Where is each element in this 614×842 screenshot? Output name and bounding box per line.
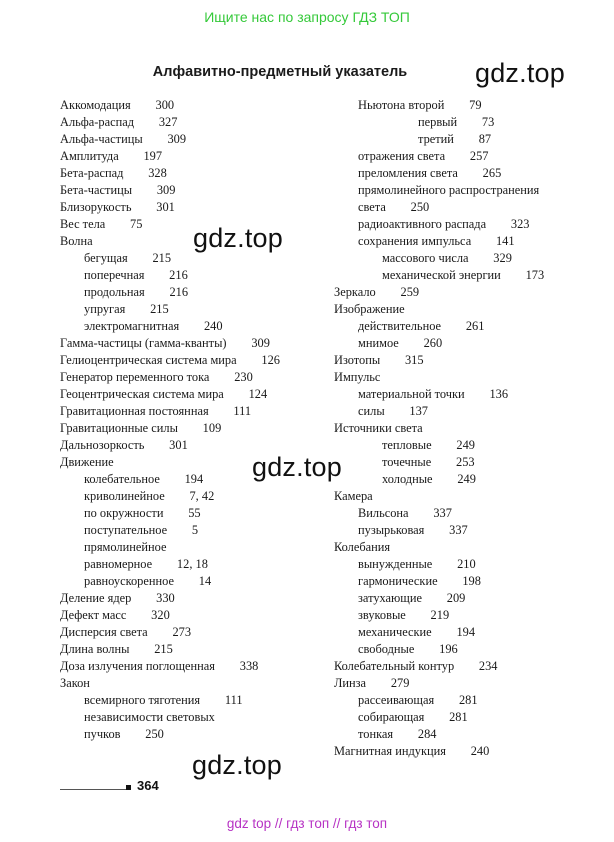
index-entry: Движение	[60, 455, 114, 469]
index-entry: Генератор переменного тока 230	[60, 370, 253, 384]
index-entry: упругая 215	[84, 302, 169, 316]
index-entry: Альфа-распад 327	[60, 115, 178, 129]
index-entry: бегущая 215	[84, 251, 172, 265]
index-entry: холодные 249	[382, 472, 476, 486]
index-entry: Близорукость 301	[60, 200, 175, 214]
index-entry: прямолинейное	[84, 540, 167, 554]
index-entry: по окружности 55	[84, 506, 201, 520]
index-entry: Дальнозоркость 301	[60, 438, 188, 452]
index-entry: Альфа-частицы 309	[60, 132, 187, 146]
top-banner-text: Ищите нас по запросу ГДЗ ТОП	[204, 9, 410, 25]
index-entry: Амплитуда 197	[60, 149, 163, 163]
watermark-text: gdz.top	[192, 750, 282, 780]
index-column-left	[60, 97, 330, 743]
index-entry: криволинейное 7, 42	[84, 489, 215, 503]
index-entry: первый 73	[418, 115, 495, 129]
index-entry: Бета-распад 328	[60, 166, 167, 180]
watermark-text: gdz.top	[475, 58, 565, 88]
index-entry: Ньютона второй 79	[358, 98, 482, 112]
index-entry: Длина волны 215	[60, 642, 173, 656]
index-entry: сохранения импульса 141	[358, 234, 515, 248]
watermark-text: gdz.top	[252, 452, 342, 482]
index-entry: пучков 250	[84, 727, 164, 741]
index-entry: Гамма-частицы (гамма-кванты) 309	[60, 336, 270, 350]
index-entry: Волна	[60, 234, 93, 248]
index-entry: Дефект масс 320	[60, 608, 170, 622]
footer-rule	[60, 789, 126, 790]
index-entry: массового числа 329	[382, 251, 512, 265]
index-entry: вынужденные 210	[358, 557, 476, 571]
index-entry: силы 137	[358, 404, 429, 418]
index-entry: гармонические 198	[358, 574, 481, 588]
index-entry: Колебательный контур 234	[334, 659, 498, 673]
page-number: 364	[137, 778, 159, 793]
index-entry: Дисперсия света 273	[60, 625, 192, 639]
index-entry: равноускоренное 14	[84, 574, 212, 588]
index-entry: независимости световых	[84, 710, 215, 724]
index-entry: механической энергии 173	[382, 268, 545, 282]
watermark-text: gdz.top	[193, 223, 283, 253]
index-entry: тепловые 249	[382, 438, 475, 452]
index-entry: радиоактивного распада 323	[358, 217, 530, 231]
index-entry: равномерное 12, 18	[84, 557, 208, 571]
index-entry: прямолинейного распространения	[358, 183, 540, 197]
index-entry: Деление ядер 330	[60, 591, 175, 605]
index-entry: электромагнитная 240	[84, 319, 223, 333]
index-entry: механические 194	[358, 625, 476, 639]
index-entry: Изотопы 315	[334, 353, 424, 367]
index-entry: Закон	[60, 676, 90, 690]
index-entry: Гравитационные силы 109	[60, 421, 222, 435]
index-entry: тонкая 284	[358, 727, 437, 741]
index-entry: поступательное 5	[84, 523, 199, 537]
index-entry: материальной точки 136	[358, 387, 509, 401]
index-entry: Источники света	[334, 421, 423, 435]
index-entry: всемирного тяготения 111	[84, 693, 243, 707]
footer-square-mark	[126, 785, 131, 790]
index-entry: свободные 196	[358, 642, 458, 656]
index-entry: колебательное 194	[84, 472, 204, 486]
index-entry: преломления света 265	[358, 166, 502, 180]
index-entry: пузырьковая 337	[358, 523, 468, 537]
index-entry: точечные 253	[382, 455, 475, 469]
index-entry: Вильсона 337	[358, 506, 452, 520]
index-entry: Гравитационная постоянная 111	[60, 404, 252, 418]
index-entry: собирающая 281	[358, 710, 468, 724]
index-entry: Магнитная индукция 240	[334, 744, 490, 758]
index-entry: Геоцентрическая система мира 124	[60, 387, 268, 401]
index-entry: Камера	[334, 489, 373, 503]
index-entry: мнимое 260	[358, 336, 443, 350]
index-entry: Вес тела 75	[60, 217, 143, 231]
index-entry: Колебания	[334, 540, 391, 554]
index-entry: действительное 261	[358, 319, 485, 333]
index-entry: Импульс	[334, 370, 381, 384]
index-entry: света 250	[358, 200, 430, 214]
index-entry: Линза 279	[334, 676, 410, 690]
index-entry: Гелиоцентрическая система мира 126	[60, 353, 280, 367]
bottom-banner-text: gdz top // гдз топ // гдз топ	[226, 816, 388, 831]
index-entry: рассеивающая 281	[358, 693, 478, 707]
index-entry: Аккомодация 300	[60, 98, 175, 112]
index-entry: звуковые 219	[358, 608, 450, 622]
index-entry: продольная 216	[84, 285, 189, 299]
index-entry: Бета-частицы 309	[60, 183, 176, 197]
index-entry: Доза излучения поглощенная 338	[60, 659, 259, 673]
index-column-right	[334, 97, 604, 760]
index-entry: поперечная 216	[84, 268, 188, 282]
index-entry: Зеркало 259	[334, 285, 420, 299]
index-entry: третий 87	[418, 132, 492, 146]
page-title: Алфавитно-предметный указатель	[152, 64, 408, 80]
index-entry: отражения света 257	[358, 149, 489, 163]
index-entry: Изображение	[334, 302, 405, 316]
index-entry: затухающие 209	[358, 591, 466, 605]
